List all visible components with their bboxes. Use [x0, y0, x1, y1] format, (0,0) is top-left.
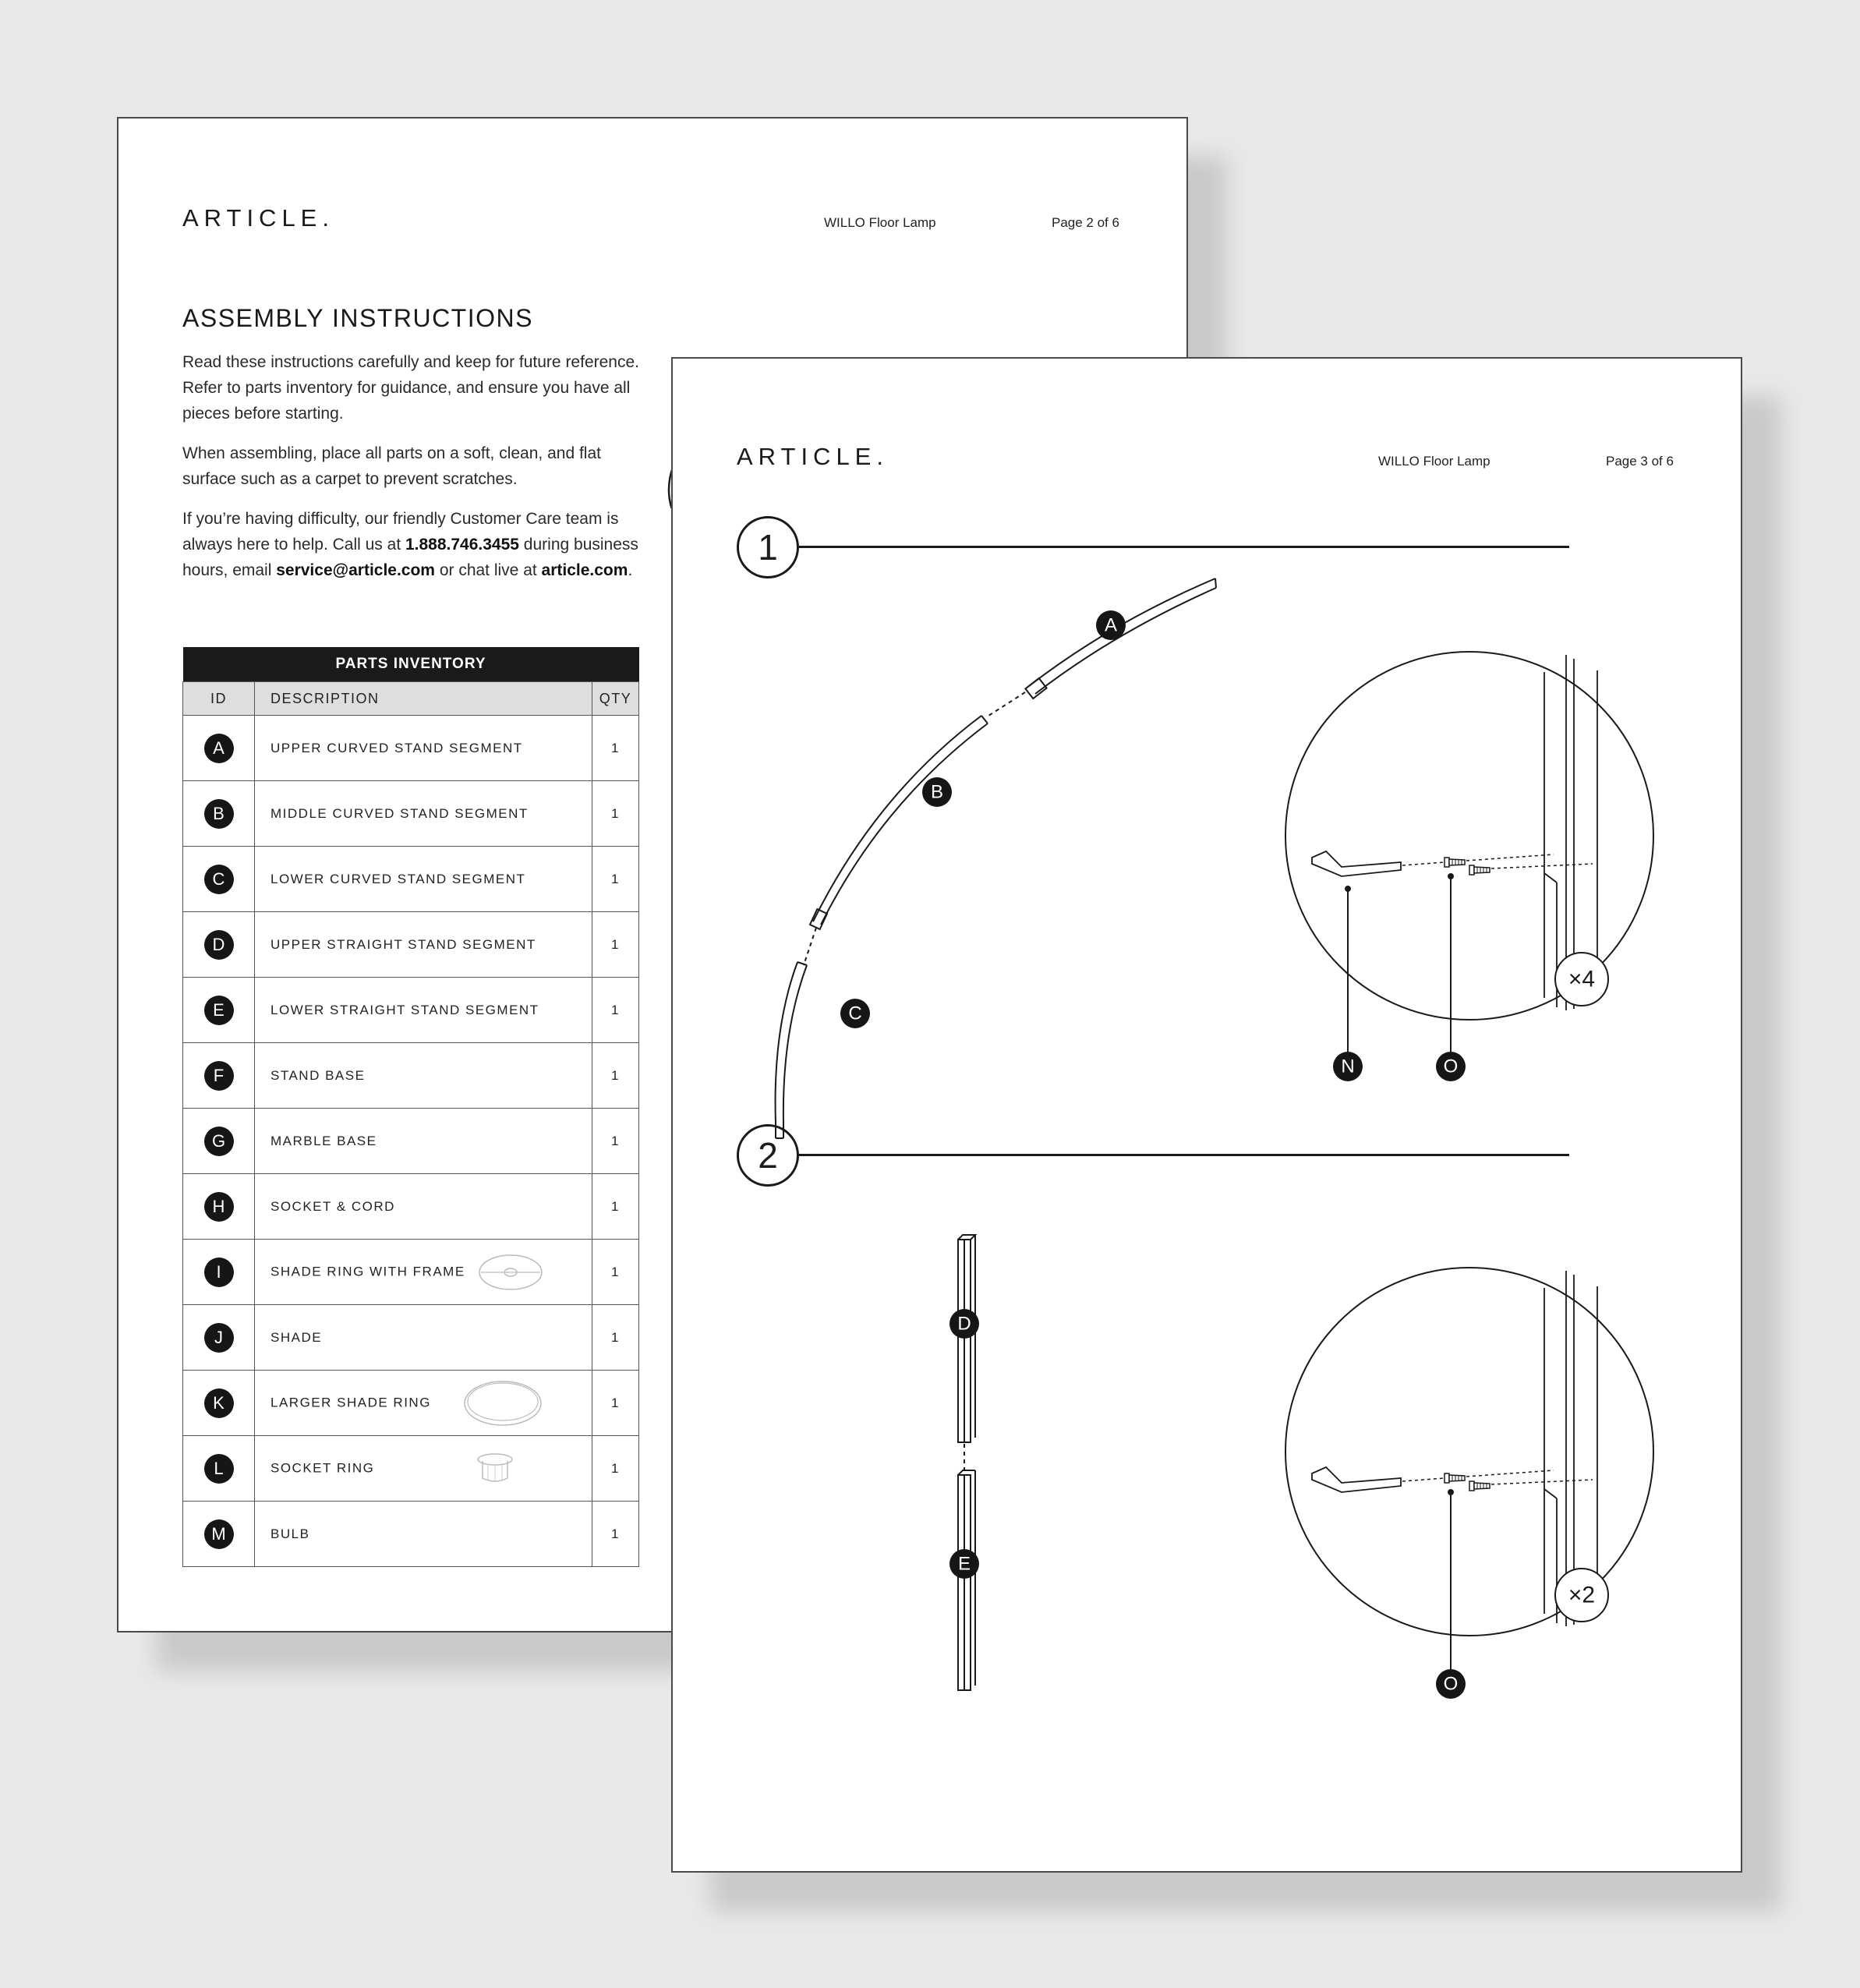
multiplier-badge: [1555, 953, 1608, 1006]
part-label-d: [949, 1309, 979, 1339]
brand-logo: ARTICLE.: [737, 443, 889, 470]
straight-segments-illustration: [958, 1235, 975, 1690]
table-row: [183, 847, 639, 912]
table-row: [183, 1502, 639, 1567]
part-description: SOCKET RING: [271, 1459, 375, 1475]
part-label-a-text: A: [1104, 614, 1118, 636]
part-label-c: [840, 999, 870, 1028]
table-row: [183, 1436, 639, 1502]
part-id-badge: H: [204, 1192, 234, 1222]
part-id-badge: A: [204, 734, 234, 763]
intro-paragraph: Read these instructions carefully and keep for future reference. Refer to parts inventory for guidance, and ensure you have all pieces before starting.: [182, 353, 639, 423]
page-number: Page 3 of 6: [1606, 454, 1674, 469]
part-description: LARGER SHADE RING: [271, 1394, 431, 1410]
part-description: LOWER CURVED STAND SEGMENT: [255, 847, 592, 912]
multiplier-text: ×4: [1568, 966, 1596, 992]
part-description: STAND BASE: [255, 1043, 592, 1109]
table-title: PARTS INVENTORY: [183, 647, 639, 682]
part-id-badge: J: [204, 1323, 234, 1353]
step-1-number: 1: [737, 516, 799, 578]
part-id-badge: I: [204, 1258, 234, 1287]
page-number: Page 2 of 6: [1052, 215, 1119, 230]
multiplier-text: ×2: [1568, 1582, 1596, 1608]
instruction-page-3: [671, 357, 1742, 1873]
surface-paragraph: When assembling, place all parts on a soft, clean, and flat surface such as a carpet to prevent scratches.: [182, 444, 601, 488]
contact-paragraph: If you’re having difficulty, our friendly Customer Care team is always here to help. Call us at 1.888.746.3455 during business hours, email service@article.com or chat live at article.com.: [182, 510, 638, 579]
part-qty: 1: [592, 781, 639, 847]
table-row: [183, 978, 639, 1043]
part-id-badge: M: [204, 1519, 234, 1549]
part-id-badge: F: [204, 1061, 234, 1091]
part-label-o-text: O: [1443, 1056, 1459, 1077]
part-label-a: [1096, 610, 1126, 640]
table-row: [183, 716, 639, 781]
step-1-detail-zoom: [1285, 652, 1653, 1060]
page-title: ASSEMBLY INSTRUCTIONS: [182, 304, 533, 332]
part-qty: 1: [592, 847, 639, 912]
part-description: BULB: [255, 1502, 592, 1567]
part-id-badge: B: [204, 799, 234, 829]
table-row: [183, 1371, 639, 1436]
part-qty: 1: [592, 912, 639, 978]
brand-logo: ARTICLE.: [182, 204, 334, 232]
table-row: [183, 1043, 639, 1109]
part-description: SOCKET & CORD: [255, 1174, 592, 1240]
email-link[interactable]: service@article.com: [276, 561, 435, 579]
part-qty: 1: [592, 1436, 639, 1502]
part-label-o: [1436, 1052, 1466, 1081]
part-id-badge: K: [204, 1388, 234, 1418]
part-qty: 1: [592, 1502, 639, 1567]
part-label-e-text: E: [957, 1553, 971, 1575]
part-label-o-text: O: [1443, 1673, 1459, 1695]
part-label-c-text: C: [848, 1003, 862, 1024]
multiplier-badge: [1555, 1569, 1608, 1622]
part-qty: 1: [592, 1174, 639, 1240]
part-description: MARBLE BASE: [255, 1109, 592, 1174]
part-label-n: [1333, 1052, 1363, 1081]
table-row: [183, 781, 639, 847]
shade-ring-frame-icon: [478, 1253, 543, 1292]
part-qty: 1: [592, 978, 639, 1043]
assembly-diagram: [673, 359, 1742, 1873]
part-description: SHADE RING WITH FRAME: [271, 1263, 465, 1279]
curved-segments-illustration: [776, 578, 1216, 1138]
part-qty: 1: [592, 1043, 639, 1109]
part-qty: 1: [592, 1240, 639, 1305]
table-row: [183, 912, 639, 978]
table-row: [183, 1240, 639, 1305]
part-description: LOWER STRAIGHT STAND SEGMENT: [255, 978, 592, 1043]
step-2-detail-zoom: [1285, 1268, 1653, 1678]
phone-number: 1.888.746.3455: [405, 536, 519, 554]
part-label-d-text: D: [957, 1313, 971, 1335]
part-id-badge: E: [204, 996, 234, 1025]
part-label-b: [922, 777, 952, 807]
part-id-badge: L: [204, 1454, 234, 1484]
table-row: [183, 1109, 639, 1174]
part-id-badge: D: [204, 930, 234, 960]
parts-inventory-table: [182, 647, 639, 1567]
part-label-e: [949, 1549, 979, 1579]
socket-ring-icon: [476, 1452, 515, 1486]
part-description: MIDDLE CURVED STAND SEGMENT: [255, 781, 592, 847]
part-qty: 1: [592, 1109, 639, 1174]
product-name: WILLO Floor Lamp: [1378, 454, 1490, 469]
part-label-n-text: N: [1341, 1056, 1355, 1077]
table-row: [183, 1174, 639, 1240]
part-qty: 1: [592, 1305, 639, 1371]
part-description: SHADE: [255, 1305, 592, 1371]
part-description: UPPER STRAIGHT STAND SEGMENT: [255, 912, 592, 978]
column-header-qty: QTY: [592, 682, 639, 716]
part-description: UPPER CURVED STAND SEGMENT: [255, 716, 592, 781]
table-row: [183, 1305, 639, 1371]
website-link[interactable]: article.com: [541, 561, 628, 579]
part-qty: 1: [592, 1371, 639, 1436]
part-id-badge: C: [204, 865, 234, 894]
column-header-description: DESCRIPTION: [255, 682, 592, 716]
product-name: WILLO Floor Lamp: [824, 215, 936, 230]
larger-shade-ring-icon: [462, 1379, 543, 1427]
part-id-badge: G: [204, 1127, 234, 1156]
part-label-o: [1436, 1669, 1466, 1699]
column-header-id: ID: [183, 682, 255, 716]
step-2-number: 2: [737, 1124, 799, 1187]
part-qty: 1: [592, 716, 639, 781]
part-label-b-text: B: [930, 781, 944, 803]
